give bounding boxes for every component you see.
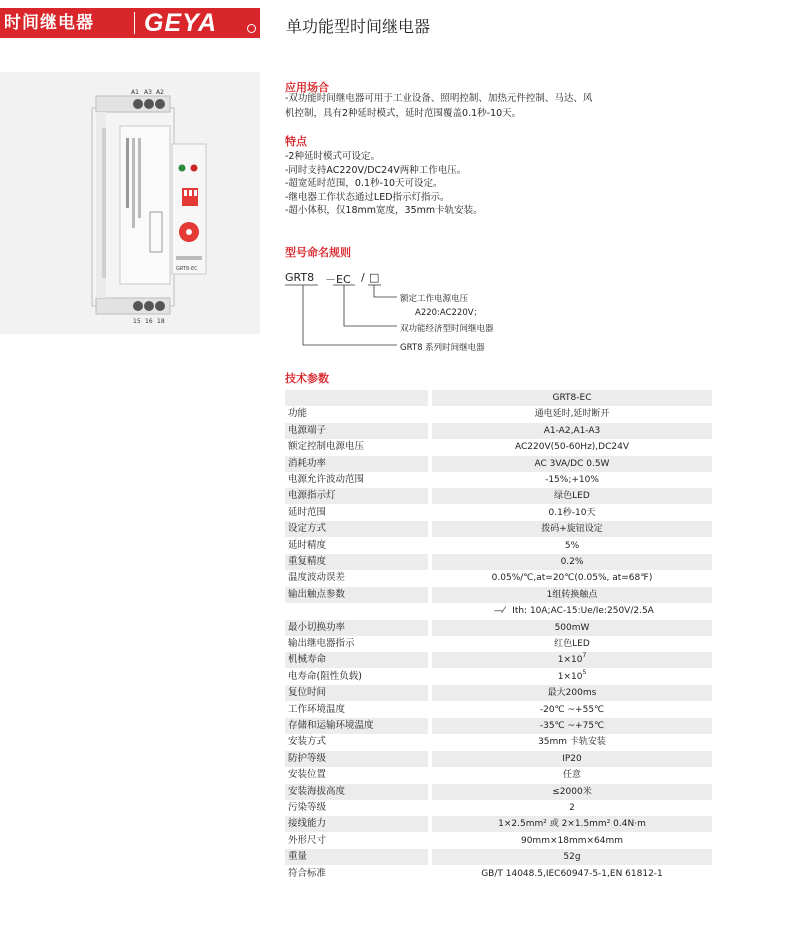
naming-desc-voltage-value: A220:AC220V； [415,308,483,318]
spec-row [285,784,712,800]
spec-label: 温度波动误差 [288,572,346,584]
spec-row [285,702,712,718]
spec-value-text: 任意 [562,770,581,781]
spec-row [285,521,712,537]
spec-row [285,423,712,439]
spec-value-text: A1-A2,A1-A3 [543,425,601,436]
feature-item: -同时支持AC220V/DC24V两种工作电压。 [285,165,467,176]
code-separator: / [361,271,365,284]
feature-item: -超宽延时范围，0.1秒-10天可设定。 [285,178,443,189]
code-voltage: □ [369,271,380,284]
spec-label: 重复精度 [285,554,428,570]
spec-label: 重量 [285,849,428,865]
spec-value [432,472,712,488]
spec-value-text: 通电延时,延时断开 [534,409,610,420]
spec-row [285,718,712,734]
spec-value-text: ≤2000米 [552,786,592,797]
spec-value [432,538,712,554]
spec-model-header: GRT8-EC [432,390,712,406]
spec-value [432,488,712,504]
spec-label: 电源指示灯 [285,488,428,504]
spec-value-text: 500mW [554,622,590,633]
spec-label: 消耗功率 [285,456,428,472]
spec-row [285,636,712,652]
spec-row [285,406,712,422]
spec-label: 存储和运输环境温度 [285,718,428,734]
spec-row [285,587,712,603]
spec-value-text: 2 [569,803,575,813]
spec-value-text: GB/T 14048.5,IEC60947-5-1,EN 61812-1 [481,868,663,879]
spec-row [285,816,712,832]
naming-diagram [285,268,545,358]
spec-value [432,685,712,701]
spec-value [432,620,712,636]
spec-row [285,652,712,668]
spec-value [432,603,712,619]
category-label: 时间继电器 [4,13,94,33]
spec-value-text: -20℃ ~+55℃ [539,704,605,715]
spec-label: 工作环境温度 [288,703,346,715]
code-type: －EC [325,273,351,286]
spec-row [285,603,712,619]
page-title: 单功能型时间继电器 [286,17,431,36]
terminal-label-bottom-3: 18 [157,318,165,325]
spec-value-text: -15%;+10% [545,475,599,485]
spec-label: 延时范围 [288,506,327,518]
spec-value-text: 0.2% [560,557,584,567]
spec-row [285,472,712,488]
spec-row [285,833,712,849]
spec-value [432,587,712,603]
spec-value-text: 1×2.5mm² 或 2×1.5mm² 0.4N·m [498,819,646,830]
spec-label: 电寿命(阻性负载) [288,670,362,682]
product-image [0,72,260,334]
spec-value [432,800,712,816]
spec-label: 输出触点参数 [285,587,428,603]
spec-value [432,439,712,455]
spec-value [432,505,712,521]
spec-value [432,833,712,849]
spec-row [285,505,712,521]
spec-value-text: 1×10 [557,655,583,666]
spec-label: 最小切换功率 [285,620,428,636]
spec-label: 功能 [288,408,308,420]
feature-item: -2种延时模式可设定。 [285,151,380,162]
spec-label: 电源端子 [285,423,428,439]
spec-row [285,570,712,586]
spec-row [285,866,712,882]
spec-value-text: AC 3VA/DC 0.5W [534,458,610,469]
spec-value [432,521,712,537]
spec-value [432,718,712,734]
spec-label: 复位时间 [285,685,428,701]
code-series: GRT8 [285,271,315,284]
naming-connector-lines [285,268,545,358]
spec-value [432,570,712,586]
spec-label: 机械寿命 [285,652,428,668]
spec-value-text: 1组转换触点 [546,589,598,600]
spec-value-text: 0.1秒-10天 [548,507,596,518]
spec-value-exponent: 5 [582,668,587,676]
spec-value-text: Ith: 10A;AC-15:Ue/Ie:250V/2.5A [512,606,654,617]
spec-label: 延时精度 [288,539,327,551]
terminal-label-bottom-2: 16 [145,318,153,325]
naming-desc-type: 双功能经济型时间继电器 [400,324,494,334]
spec-label: 符合标准 [288,867,327,879]
spec-row [285,620,712,636]
spec-label: 安装海拔高度 [285,784,428,800]
terminal-label-top-2: A3 [144,89,152,96]
spec-value [432,751,712,767]
spec-label: 设定方式 [285,521,428,537]
spec-value [432,866,712,882]
spec-value-text: 90mm×18mm×64mm [520,835,624,846]
application-line: -双功能时间继电器可用于工业设备、照明控制、加热元件控制、马达、风 [285,93,593,104]
naming-desc-voltage: 额定工作电源电压 [400,294,469,304]
spec-value-text: -35℃ ~+75℃ [539,721,605,731]
contact-symbol-icon: —⁄ [493,606,505,617]
spec-value [432,554,712,570]
spec-label: 接线能力 [285,816,428,832]
registered-mark-icon [247,24,256,33]
specs-heading: 技术参数 [285,372,329,385]
spec-value-text: 35mm 卡轨安装 [538,737,606,748]
spec-header-blank [285,390,428,406]
spec-value [432,423,712,439]
spec-row [285,849,712,865]
application-line: 机控制，具有2种延时模式，延时范围覆盖0.1秒-10天。 [285,108,522,119]
spec-table-header [285,390,712,406]
spec-value-text: IP20 [562,753,582,764]
spec-value-text: 拨码+旋钮设定 [541,524,603,535]
terminal-label-bottom-1: 15 [133,318,141,325]
spec-label: 污染等级 [288,802,327,813]
spec-label: 安装位置 [288,769,327,781]
spec-row [285,734,712,750]
spec-row [285,800,712,816]
spec-value [432,636,712,652]
naming-desc-series: GRT8 系列时间继电器 [400,343,485,353]
spec-label: 额定控制电源电压 [288,441,365,453]
spec-label: 外形尺寸 [288,834,327,846]
spec-value [432,406,712,422]
spec-label [285,603,428,619]
spec-value-exponent: 7 [582,652,587,660]
spec-value [432,652,712,668]
spec-value-text: 5% [564,540,580,551]
spec-value-text: 0.05%/℃,at=20℃(0.05%, at=68℉) [491,573,653,584]
spec-label: 安装方式 [288,736,327,748]
feature-item: -继电器工作状态通过LED指示灯指示。 [285,192,450,203]
spec-value [432,816,712,832]
spec-value [432,702,712,718]
brand-logo: GEYA [144,9,217,37]
spec-value-text: 52g [563,852,581,863]
terminal-label-top-1: A1 [131,89,139,96]
spec-value [432,849,712,865]
spec-value-text: 最大200ms [547,688,597,699]
spec-row [285,456,712,472]
spec-value [432,669,712,685]
features-heading: 特点 [285,135,307,148]
spec-value-text: AC220V(50-60Hz),DC24V [515,442,629,453]
spec-row [285,685,712,701]
spec-value [432,734,712,750]
spec-row [285,669,712,685]
spec-row [285,554,712,570]
spec-value-text: 1×10 [557,671,583,682]
header-bar [0,8,260,38]
naming-heading: 型号命名规则 [285,246,351,259]
spec-row [285,439,712,455]
spec-label: 防护等级 [285,751,428,767]
spec-row [285,751,712,767]
spec-label: 电源允许波动范围 [288,474,365,485]
spec-value [432,784,712,800]
spec-value [432,456,712,472]
device-model-label: GRT8-EC [176,266,198,272]
terminal-label-top-3: A2 [156,89,164,96]
spec-row [285,488,712,504]
spec-row [285,767,712,783]
header-divider [134,12,135,34]
spec-label: 输出继电器指示 [288,638,355,649]
spec-value-text: 红色LED [554,639,590,649]
feature-item: -超小体积，仅18mm宽度，35mm卡轨安装。 [285,205,483,216]
spec-row [285,538,712,554]
spec-value [432,767,712,783]
application-heading: 应用场合 [285,81,329,94]
spec-value-text: 绿色LED [554,491,590,502]
